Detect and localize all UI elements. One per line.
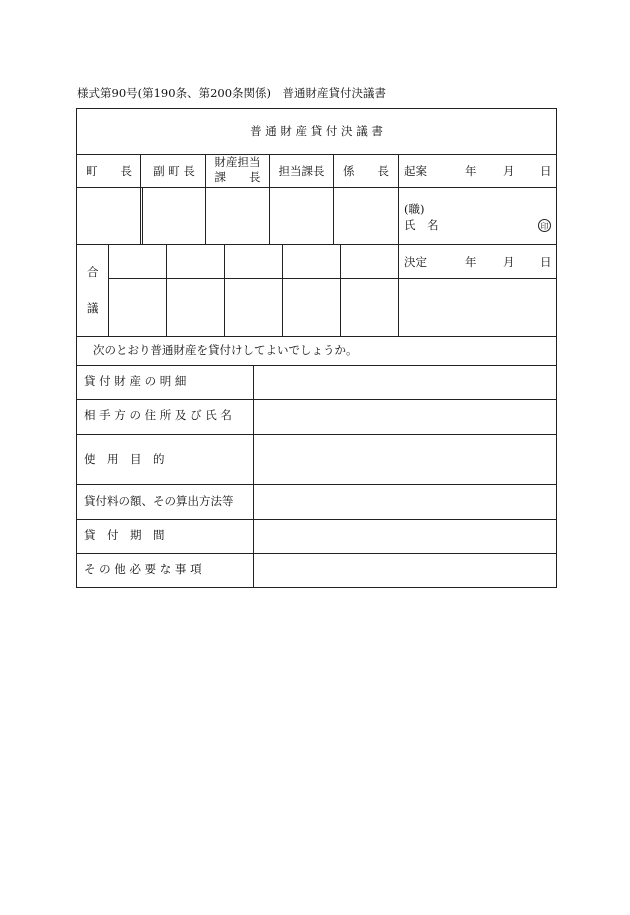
loan-decision-form (76, 108, 557, 588)
col-divider (224, 244, 225, 336)
drafted-month-label: 月 (503, 164, 515, 178)
col-divider (253, 365, 254, 587)
row-divider (77, 553, 556, 554)
col-divider (166, 244, 167, 336)
row-divider (77, 154, 556, 155)
property-section-chief-label: 財産担当 (214, 155, 261, 169)
row-label-purpose: 使 用 目 的 (84, 452, 165, 466)
row-divider (77, 244, 556, 245)
seal-icon: 印 (538, 219, 551, 232)
row-divider (77, 519, 556, 520)
row-label-property-details: 貸 付 財 産 の 明 細 (84, 374, 187, 388)
deputy-head-label: 副 町 長 (153, 164, 195, 178)
col-divider (142, 187, 143, 244)
drafted-year-label: 年 (465, 164, 477, 178)
row-label-counterparty: 相 手 方 の 住 所 及 び 氏 名 (84, 408, 232, 422)
row-label-period: 貸 付 期 間 (84, 528, 165, 542)
town-head-label: 町 長 (86, 164, 132, 178)
row-divider (77, 399, 556, 400)
col-divider (282, 244, 283, 336)
row-divider (108, 278, 556, 279)
decision-month-label: 月 (503, 255, 515, 269)
col-divider (340, 244, 341, 336)
col-divider (398, 154, 399, 336)
col-divider (140, 154, 141, 244)
drafted-label: 起案 (404, 164, 427, 178)
decision-label: 決定 (404, 255, 427, 269)
row-divider (77, 187, 556, 188)
decision-year-label: 年 (465, 255, 477, 269)
row-divider (77, 434, 556, 435)
drafted-day-label: 日 (540, 164, 552, 178)
row-label-other: そ の 他 必 要 な 事 項 (84, 562, 202, 576)
row-divider (77, 365, 556, 366)
consultation-label-bottom: 議 (87, 301, 99, 315)
form-caption: 様式第90号(第190条、第200条関係) 普通財産貸付決議書 (77, 86, 387, 100)
chief-in-charge-label: 担当課長 (278, 164, 325, 178)
property-section-chief-label-2: 課 長 (214, 170, 261, 184)
consultation-label-top: 合 (87, 265, 99, 279)
approval-question: 次のとおり普通財産を貸付けしてよいでしょうか。 (93, 343, 358, 357)
row-divider (77, 336, 556, 337)
drafter-position-label: (職) (404, 202, 425, 216)
drafter-name-label: 氏 名 (404, 218, 439, 232)
clerk-chief-label: 係 長 (343, 164, 389, 178)
decision-day-label: 日 (540, 255, 552, 269)
row-label-fee: 貸付料の額、その算出方法等 (84, 494, 234, 508)
form-title: 普 通 財 産 貸 付 決 議 書 (250, 124, 383, 138)
col-divider (108, 244, 109, 336)
row-divider (77, 484, 556, 485)
